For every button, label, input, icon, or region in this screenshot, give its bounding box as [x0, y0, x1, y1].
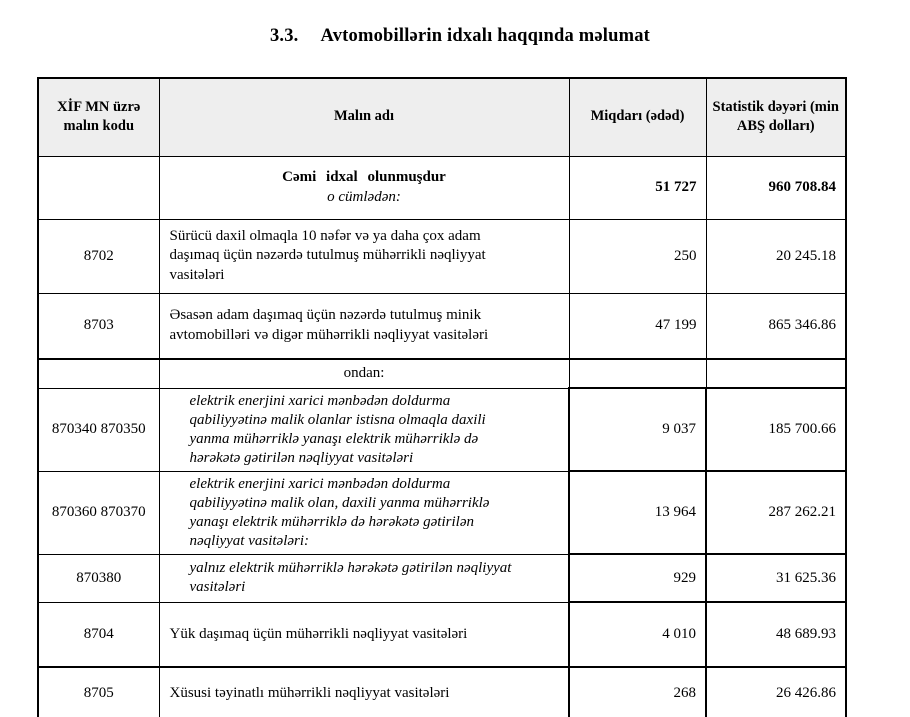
cell-value: 48 689.93: [706, 602, 846, 667]
table-header-row: [38, 78, 846, 156]
cell-code: 870380: [38, 554, 159, 602]
cell-name: elektrik enerjini xarici mənbədən doldurma qabiliyyətinə malik olan, daxili yanma mühərriklə yanaşı elektrik mühərriklə də hərəkətə gətirilən nəqliyyat vasitələri:: [159, 471, 569, 554]
cell-code: [38, 359, 159, 388]
cell-value: 287 262.21: [706, 471, 846, 554]
section-title-text: Avtomobillərin idxalı haqqında məlumat: [320, 26, 651, 46]
cell-code: 870360 870370: [38, 471, 159, 554]
header-statistic-value: Statistik dəyəri (min ABŞ dolları): [706, 78, 846, 156]
cell-quantity: 4 010: [569, 602, 706, 667]
cell-code: 8703: [38, 293, 159, 359]
table-row: [38, 667, 846, 717]
cell-value: 960 708.84: [706, 156, 846, 219]
cell-quantity: 250: [569, 219, 706, 293]
cell-code: 8702: [38, 219, 159, 293]
section-number: 3.3.: [269, 26, 299, 46]
table-row-total: [38, 156, 846, 219]
cell-value: 865 346.86: [706, 293, 846, 359]
total-label: Cəmi idxal olunmuşdur: [282, 168, 446, 185]
cell-name: Sürücü daxil olmaqla 10 nəfər və ya daha çox adam daşımaq üçün nəzərdə tutulmuş mühərrikli nəqliyyat vasitələri: [159, 219, 569, 293]
cell-name: [159, 156, 569, 219]
cell-quantity: 929: [569, 554, 706, 602]
cell-quantity: 13 964: [569, 471, 706, 554]
table-row: [38, 554, 846, 602]
cell-quantity: 47 199: [569, 293, 706, 359]
cell-quantity: [569, 359, 706, 388]
cell-code: [38, 156, 159, 219]
cell-code: 870340 870350: [38, 388, 159, 471]
cell-name: elektrik enerjini xarici mənbədən doldurma qabiliyyətinə malik olanlar istisna olmaqla daxili yanma mühərriklə yanaşı elektrik mühərriklə də hərəkətə gətirilən nəqliyyat vasitələri: [159, 388, 569, 471]
table-row: [38, 388, 846, 471]
cell-quantity: 268: [569, 667, 706, 717]
table-row: [38, 471, 846, 554]
table-row-subheader: [38, 359, 846, 388]
header-quantity: Miqdarı (ədəd): [569, 78, 706, 156]
table-row: [38, 219, 846, 293]
header-product-code: XİF MN üzrə malın kodu: [38, 78, 159, 156]
cell-name: ondan:: [159, 359, 569, 388]
cell-code: 8704: [38, 602, 159, 667]
import-data-table: [37, 77, 847, 717]
cell-value: [706, 359, 846, 388]
cell-name: Əsasən adam daşımaq üçün nəzərdə tutulmuş minik avtomobilləri və digər mühərrikli nəqliyyat vasitələri: [159, 293, 569, 359]
cell-quantity: 9 037: [569, 388, 706, 471]
cell-value: 26 426.86: [706, 667, 846, 717]
cell-value: 20 245.18: [706, 219, 846, 293]
section-title: [0, 26, 910, 47]
table-row: [38, 293, 846, 359]
cell-code: 8705: [38, 667, 159, 717]
total-sublabel: o cümlədən:: [327, 189, 401, 205]
cell-name: Xüsusi təyinatlı mühərrikli nəqliyyat vasitələri: [159, 667, 569, 717]
cell-name: Yük daşımaq üçün mühərrikli nəqliyyat vasitələri: [159, 602, 569, 667]
cell-name: yalnız elektrik mühərriklə hərəkətə gətirilən nəqliyyat vasitələri: [159, 554, 569, 602]
cell-quantity: 51 727: [569, 156, 706, 219]
header-product-name: Malın adı: [159, 78, 569, 156]
table-row: [38, 602, 846, 667]
cell-value: 31 625.36: [706, 554, 846, 602]
cell-value: 185 700.66: [706, 388, 846, 471]
